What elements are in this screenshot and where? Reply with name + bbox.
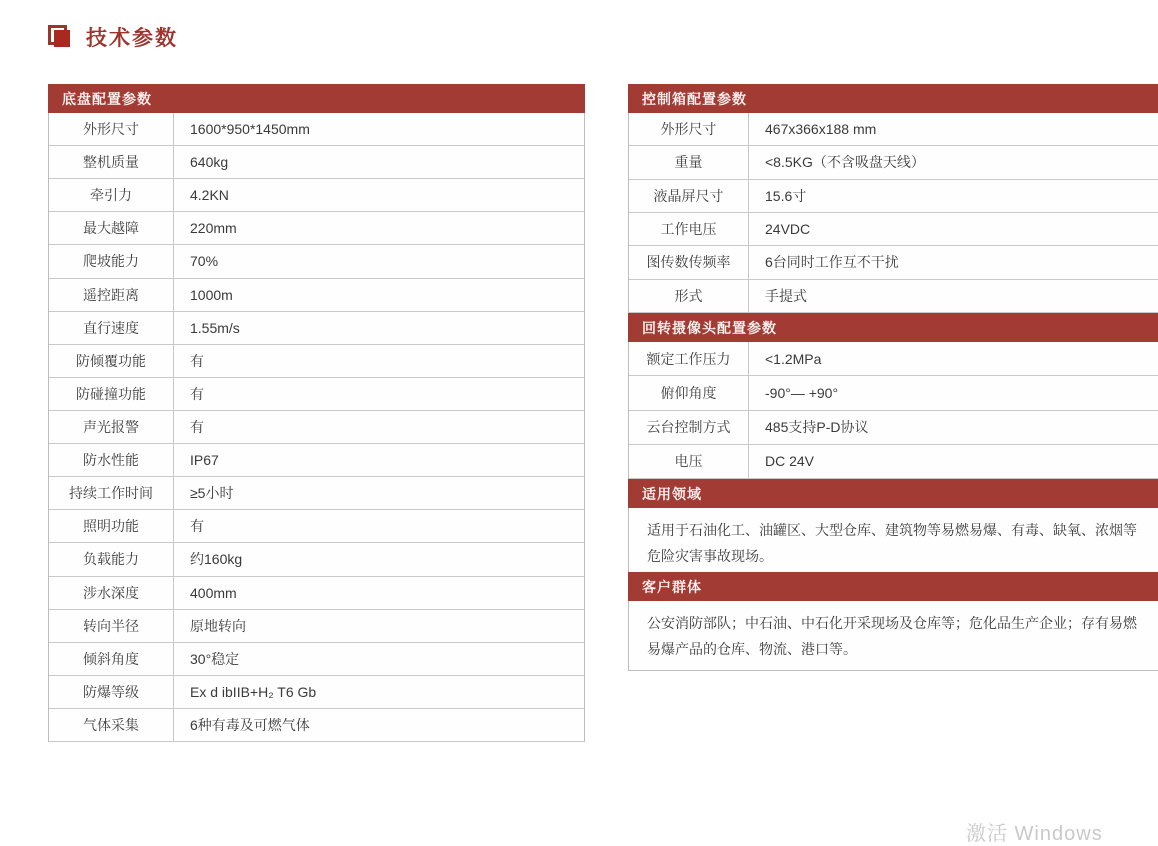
table-row [49, 676, 584, 709]
spec-label: 照明功能 [49, 510, 174, 542]
spec-label: 电压 [629, 445, 749, 478]
table-row [629, 213, 1158, 246]
control-box-rows [628, 113, 1158, 313]
spec-label: 声光报警 [49, 411, 174, 443]
page-title [48, 22, 178, 52]
chassis-rows [48, 113, 585, 742]
spec-value: 220mm [190, 220, 237, 237]
spec-label: 持续工作时间 [49, 477, 174, 509]
table-row [49, 279, 584, 312]
table-row [49, 245, 584, 278]
spec-value: 640kg [190, 154, 229, 171]
table-row [49, 643, 584, 676]
spec-label: 工作电压 [629, 213, 749, 245]
spec-value: 1.55m/s [190, 319, 240, 336]
table-row [629, 445, 1158, 479]
table-row [49, 179, 584, 212]
table-row [49, 146, 584, 179]
spec-value: 6种有毒及可燃气体 [190, 717, 310, 734]
table-row [629, 113, 1158, 146]
table-row [629, 146, 1158, 179]
spec-label: 气体采集 [49, 709, 174, 741]
spec-value: 有 [190, 419, 204, 436]
spec-label: 整机质量 [49, 146, 174, 178]
table-row [49, 510, 584, 543]
spec-label: 爬坡能力 [49, 245, 174, 277]
spec-label: 额定工作压力 [629, 342, 749, 375]
spec-value: 24VDC [765, 221, 811, 238]
table-row [49, 543, 584, 576]
spec-label: 防倾覆功能 [49, 345, 174, 377]
spec-value: 1600*950*1450mm [190, 121, 310, 138]
spec-value: DC 24V [765, 453, 815, 470]
right-spec-panel [628, 84, 1158, 671]
table-row [49, 212, 584, 245]
table-row [49, 444, 584, 477]
table-row [629, 180, 1158, 213]
spec-label: 最大越障 [49, 212, 174, 244]
square-filled-icon [54, 30, 70, 47]
spec-value: 1000m [190, 286, 233, 303]
spec-label: 俯仰角度 [629, 376, 749, 409]
applications-text: 适用于石油化工、油罐区、大型仓库、建筑物等易燃易爆、有毒、缺氧、浓烟等危险灾害事故现场。 [628, 508, 1158, 572]
table-row [49, 610, 584, 643]
table-row [49, 113, 584, 146]
spec-value: 467x366x188 mm [765, 121, 877, 138]
spec-label: 云台控制方式 [629, 411, 749, 444]
table-row [49, 577, 584, 610]
spec-label: 防水性能 [49, 444, 174, 476]
table-row [49, 345, 584, 378]
spec-label: 牵引力 [49, 179, 174, 211]
spec-value: 原地转向 [190, 617, 246, 634]
spec-value: 15.6寸 [765, 187, 807, 204]
spec-value: <1.2MPa [765, 350, 822, 367]
spec-value: <8.5KG（不含吸盘天线） [765, 154, 925, 171]
table-header-camera: 回转摄像头配置参数 [628, 313, 1158, 342]
spec-label: 防碰撞功能 [49, 378, 174, 410]
spec-label: 负载能力 [49, 543, 174, 575]
table-row [629, 280, 1158, 313]
spec-value: 485支持P-D协议 [765, 419, 869, 436]
customers-text: 公安消防部队；中石油、中石化开采现场及仓库等；危化品生产企业；存有易燃易爆产品的仓库、物流、港口等。 [628, 601, 1158, 671]
spec-label: 重量 [629, 146, 749, 178]
table-row [49, 312, 584, 345]
spec-value: 400mm [190, 584, 237, 601]
table-row [629, 342, 1158, 376]
spec-label: 液晶屏尺寸 [629, 180, 749, 212]
spec-value: 有 [190, 518, 204, 535]
camera-rows [628, 342, 1158, 479]
spec-value: 6台同时工作互不干扰 [765, 254, 899, 271]
table-row [629, 376, 1158, 410]
spec-value: 有 [190, 352, 204, 369]
spec-value: 30°稳定 [190, 650, 240, 667]
spec-value: -90°— +90° [765, 384, 839, 401]
spec-value: ≥5小时 [190, 485, 234, 502]
table-row [49, 477, 584, 510]
spec-label: 形式 [629, 280, 749, 312]
spec-label: 涉水深度 [49, 577, 174, 609]
spec-label: 遥控距离 [49, 279, 174, 311]
table-row [49, 709, 584, 742]
chassis-spec-table [48, 84, 585, 742]
windows-activation-watermark: 激活 Windows [966, 823, 1103, 845]
spec-label: 外形尺寸 [629, 113, 749, 145]
spec-label: 直行速度 [49, 312, 174, 344]
table-row [49, 378, 584, 411]
spec-label: 转向半径 [49, 610, 174, 642]
spec-value: 约160kg [190, 551, 243, 568]
overlapping-squares-icon [48, 23, 74, 51]
spec-label: 外形尺寸 [49, 113, 174, 145]
spec-value: 4.2KN [190, 187, 229, 204]
table-row [629, 246, 1158, 279]
spec-label: 防爆等级 [49, 676, 174, 708]
spec-label: 倾斜角度 [49, 643, 174, 675]
section-header-applications: 适用领域 [628, 479, 1158, 508]
table-row [629, 411, 1158, 445]
spec-value: Ex d ibIIB+H₂ T6 Gb [190, 683, 317, 700]
table-header-control-box: 控制箱配置参数 [628, 84, 1158, 113]
spec-value: 70% [190, 253, 219, 270]
spec-value: 有 [190, 385, 204, 402]
table-row [49, 411, 584, 444]
table-header-chassis: 底盘配置参数 [48, 84, 585, 113]
spec-value: 手提式 [765, 287, 807, 304]
section-header-customers: 客户群体 [628, 572, 1158, 601]
spec-value: IP67 [190, 452, 219, 469]
spec-label: 图传数传频率 [629, 246, 749, 278]
page-title-text: 技术参数 [86, 27, 178, 50]
